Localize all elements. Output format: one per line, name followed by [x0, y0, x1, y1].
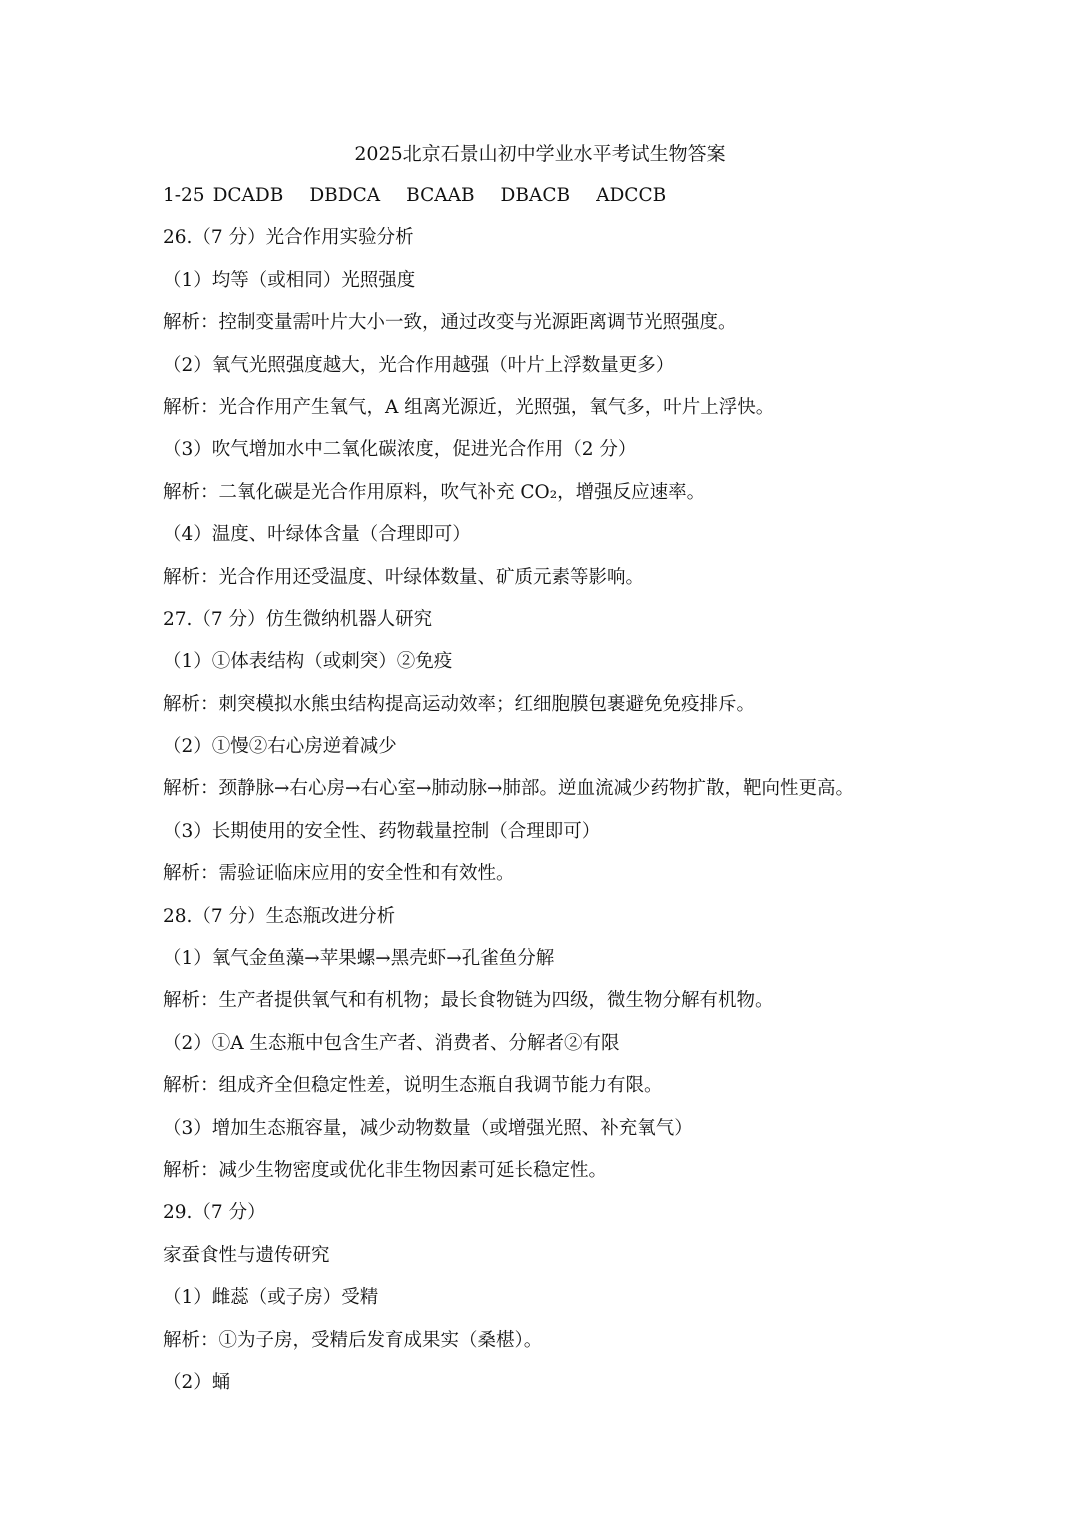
answer-group: DCADB — [212, 185, 284, 206]
explanation-line: 解析：组成齐全但稳定性差，说明生态瓶自我调节能力有限。 — [163, 1075, 663, 1097]
answer-line: （1）氧气金鱼藻→苹果螺→黑壳虾→孔雀鱼分解 — [163, 948, 555, 970]
answer-line: （3）长期使用的安全性、药物载量控制（合理即可） — [163, 820, 601, 842]
explanation-line: 解析：生产者提供氧气和有机物；最长食物链为四级，微生物分解有机物。 — [163, 990, 774, 1012]
explanation-line: 解析：①为子房，受精后发育成果实（桑椹）。 — [163, 1329, 543, 1351]
answer-range: 1-25 — [163, 185, 205, 206]
answer-group: ADCCB — [596, 185, 667, 206]
answer-line: （2）蛹 — [163, 1371, 231, 1393]
document-title: 2025北京石景山初中学业水平考试生物答案 — [354, 143, 726, 165]
answer-line: （2）①慢②右心房逆着减少 — [163, 736, 397, 758]
answer-line: （1）①体表结构（或刺突）②免疫 — [163, 651, 453, 673]
answer-line: （4）温度、叶绿体含量（合理即可） — [163, 524, 471, 546]
explanation-line: 解析：控制变量需叶片大小一致，通过改变与光源距离调节光照强度。 — [163, 312, 737, 334]
explanation-line: 解析：光合作用还受温度、叶绿体数量、矿质元素等影响。 — [163, 566, 645, 588]
answer-line: （2）①A 生态瓶中包含生产者、消费者、分解者②有限 — [163, 1032, 620, 1054]
question-heading: 27.（7 分）仿生微纳机器人研究 — [163, 608, 433, 630]
explanation-line: 解析：颈静脉→右心房→右心室→肺动脉→肺部。逆血流减少药物扩散，靶向性更高。 — [163, 778, 855, 800]
explanation-line: 解析：光合作用产生氧气，A 组离光源近，光照强，氧气多，叶片上浮快。 — [163, 396, 775, 418]
answer-line: （1）雌蕊（或子房）受精 — [163, 1287, 379, 1309]
answer-group: DBDCA — [309, 185, 381, 206]
question-heading: 26.（7 分）光合作用实验分析 — [163, 227, 414, 249]
multiple-choice-answers — [163, 184, 1063, 226]
explanation-line: 解析：二氧化碳是光合作用原料，吹气补充 CO₂，增强反应速率。 — [163, 481, 706, 503]
answer-line: （3）增加生态瓶容量，减少动物数量（或增强光照、补充氧气） — [163, 1117, 693, 1139]
answer-line: （2）氧气光照强度越大，光合作用越强（叶片上浮数量更多） — [163, 354, 675, 376]
explanation-line: 解析：刺突模拟水熊虫结构提高运动效率；红细胞膜包裹避免免疫排斥。 — [163, 693, 756, 715]
answer-group: DBACB — [500, 185, 571, 206]
explanation-line: 解析：减少生物密度或优化非生物因素可延长稳定性。 — [163, 1159, 608, 1181]
question-heading: 29.（7 分） — [163, 1202, 266, 1224]
question-heading: 28.（7 分）生态瓶改进分析 — [163, 905, 396, 927]
document-body — [163, 184, 1063, 1413]
answer-line: （1）均等（或相同）光照强度 — [163, 269, 416, 291]
answer-line: （3）吹气增加水中二氧化碳浓度，促进光合作用（2 分） — [163, 439, 637, 461]
question-subheading: 家蚕食性与遗传研究 — [163, 1244, 330, 1266]
explanation-line: 解析：需验证临床应用的安全性和有效性。 — [163, 863, 515, 885]
answer-group: BCAAB — [406, 185, 475, 206]
